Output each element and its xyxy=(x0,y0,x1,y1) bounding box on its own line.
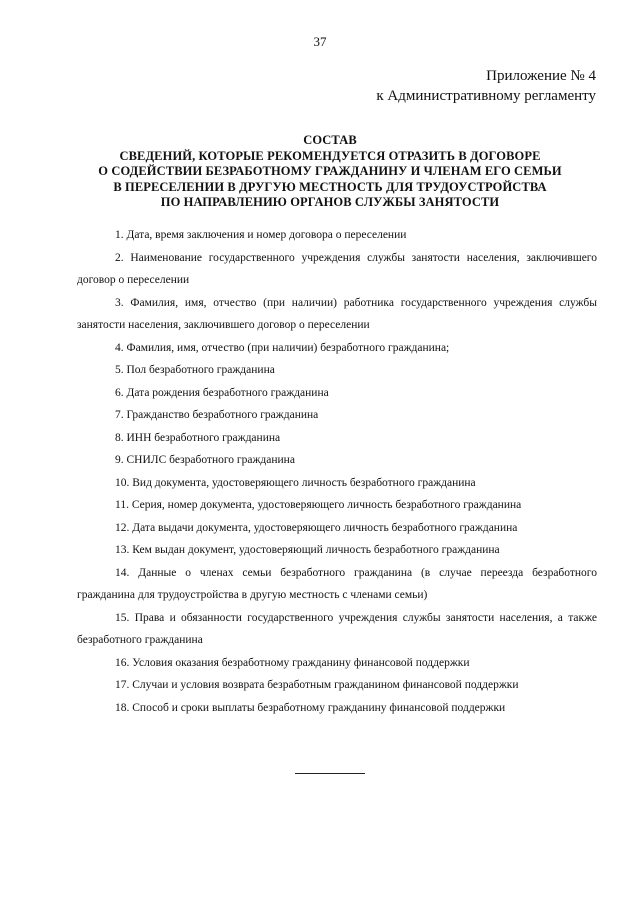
list-item: 12. Дата выдачи документа, удостоверяющего личность безработного гражданина xyxy=(115,521,518,534)
title-line: СВЕДЕНИЙ, КОТОРЫЕ РЕКОМЕНДУЕТСЯ ОТРАЗИТЬ В ДОГОВОРЕ xyxy=(119,148,541,163)
items-list xyxy=(77,224,597,719)
list-item: 17. Случаи и условия возврата безработным гражданином финансовой поддержки xyxy=(115,679,519,691)
page-number: 37 xyxy=(313,34,327,49)
list-item: 4. Фамилия, имя, отчество (при наличии) безработного гражданина; xyxy=(115,341,450,354)
list-item: 16. Условия оказания безработному гражданину финансовой поддержки xyxy=(115,656,470,669)
list-item: 15. Права и обязанности государственного учреждения службы занятости населения, а также безработного гражданина xyxy=(77,611,597,646)
list-item: 13. Кем выдан документ, удостоверяющий личность безработного гражданина xyxy=(115,544,500,556)
list-item: 9. СНИЛС безработного гражданина xyxy=(115,454,295,466)
list-item: 10. Вид документа, удостоверяющего личность безработного гражданина xyxy=(115,476,476,489)
list-item: 8. ИНН безработного гражданина xyxy=(115,431,281,444)
list-item: 5. Пол безработного гражданина xyxy=(115,364,275,376)
closing-divider xyxy=(295,773,365,774)
title-line: В ПЕРЕСЕЛЕНИИ В ДРУГУЮ МЕСТНОСТЬ ДЛЯ ТРУДОУСТРОЙСТВА xyxy=(113,179,547,194)
appendix-regulation: к Административному регламенту xyxy=(376,88,596,104)
title-line: ПО НАПРАВЛЕНИЮ ОРГАНОВ СЛУЖБЫ ЗАНЯТОСТИ xyxy=(160,195,500,209)
list-item: 1. Дата, время заключения и номер договора о переселении xyxy=(115,229,407,241)
list-item: 7. Гражданство безработного гражданина xyxy=(115,409,319,421)
list-item: 6. Дата рождения безработного гражданина xyxy=(115,386,329,399)
list-item: 14. Данные о членах семьи безработного гражданина (в случае переезда безработного гражданина для трудоустройства в другую местность с членами семьи) xyxy=(77,566,597,601)
appendix-number: Приложение № 4 xyxy=(486,68,596,84)
title-heading: СОСТАВ xyxy=(303,133,357,147)
list-item: 11. Серия, номер документа, удостоверяющего личность безработного гражданина xyxy=(115,499,522,511)
document-title xyxy=(60,133,600,211)
list-item: 2. Наименование государственного учреждения службы занятости населения, заключившего договор о переселении xyxy=(77,251,597,286)
appendix-reference xyxy=(376,66,596,106)
title-line: О СОДЕЙСТВИИ БЕЗРАБОТНОМУ ГРАЖДАНИНУ И ЧЛЕНАМ ЕГО СЕМЬИ xyxy=(98,164,562,178)
list-item: 18. Способ и сроки выплаты безработному гражданину финансовой поддержки xyxy=(115,701,506,714)
list-item: 3. Фамилия, имя, отчество (при наличии) работника государственного учреждения службы занятости населения, заключившего договор о переселении xyxy=(77,296,597,331)
